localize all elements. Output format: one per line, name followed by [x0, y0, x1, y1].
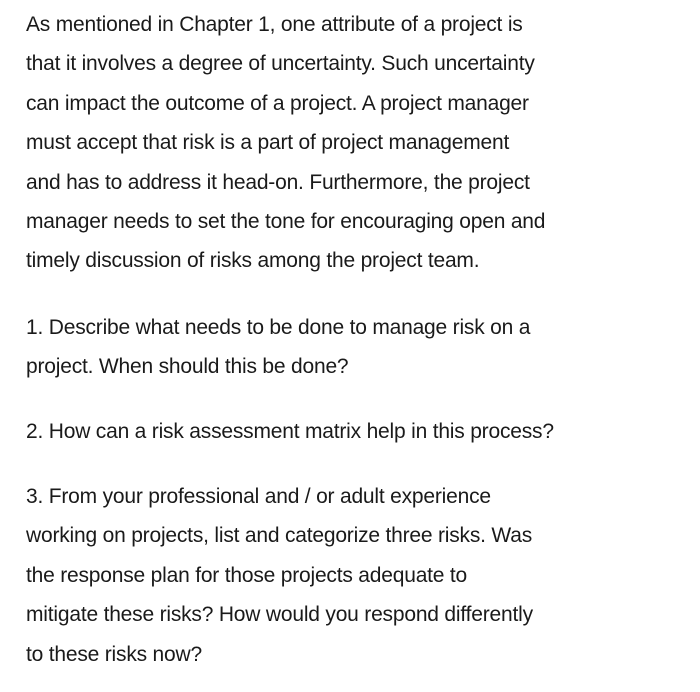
- question-line: 2. How can a risk assessment matrix help in this process?: [26, 419, 554, 443]
- question-3: [26, 477, 676, 674]
- question-line: working on projects, list and categorize three risks. Was: [26, 524, 533, 548]
- question-line: 1. Describe what needs to be done to manage risk on a: [26, 315, 531, 339]
- intro-line: manager needs to set the tone for encouraging open and: [26, 210, 546, 234]
- intro-line: As mentioned in Chapter 1, one attribute of a project is: [26, 13, 523, 36]
- question-1: [26, 308, 676, 387]
- intro-line: that it involves a degree of uncertainty. Such uncertainty: [26, 52, 535, 76]
- intro-line: can impact the outcome of a project. A project manager: [26, 91, 529, 115]
- question-line: mitigate these risks? How would you respond differently: [26, 603, 533, 627]
- intro-line: and has to address it head-on. Furthermore, the project: [26, 170, 530, 194]
- intro-line: must accept that risk is a part of project management: [26, 131, 510, 155]
- document-body: [26, 5, 676, 674]
- intro-paragraph: [26, 5, 676, 281]
- question-2: [26, 412, 676, 451]
- intro-line: timely discussion of risks among the project team.: [26, 249, 480, 273]
- question-line: the response plan for those projects adequate to: [26, 563, 468, 587]
- question-line: to these risks now?: [26, 642, 202, 666]
- question-line: project. When should this be done?: [26, 355, 349, 379]
- question-line: 3. From your professional and / or adult experience: [26, 485, 491, 509]
